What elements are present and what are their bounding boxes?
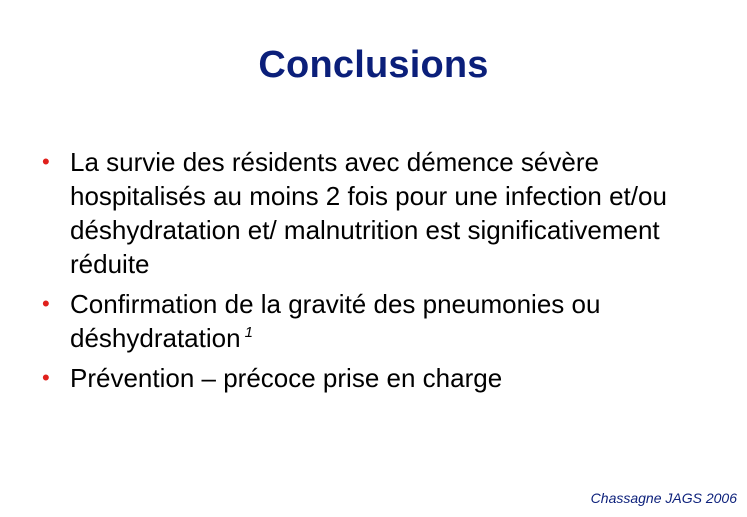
bullet-text-2: Confirmation de la gravité des pneumonies ou déshydratation xyxy=(70,289,601,353)
citation: Chassagne JAGS 2006 xyxy=(590,490,737,506)
bullet-dot-icon: • xyxy=(42,149,50,174)
bullet-dot-icon: • xyxy=(42,291,50,316)
bullet-text-3: Prévention – précoce prise en charge xyxy=(70,363,503,393)
bullet-item-1 xyxy=(40,145,720,281)
bullet-dot-icon: • xyxy=(42,365,50,390)
footnote-superscript: 1 xyxy=(244,324,253,342)
bullet-list xyxy=(40,145,720,401)
slide-title: Conclusions xyxy=(258,44,489,86)
bullet-item-3 xyxy=(40,361,720,395)
bullet-text-1: La survie des résidents avec démence sévère hospitalisés au moins 2 fois pour une infection et/ou déshydratation et/ malnutrition est significativement réduite xyxy=(70,147,667,279)
bullet-item-2 xyxy=(40,287,720,355)
